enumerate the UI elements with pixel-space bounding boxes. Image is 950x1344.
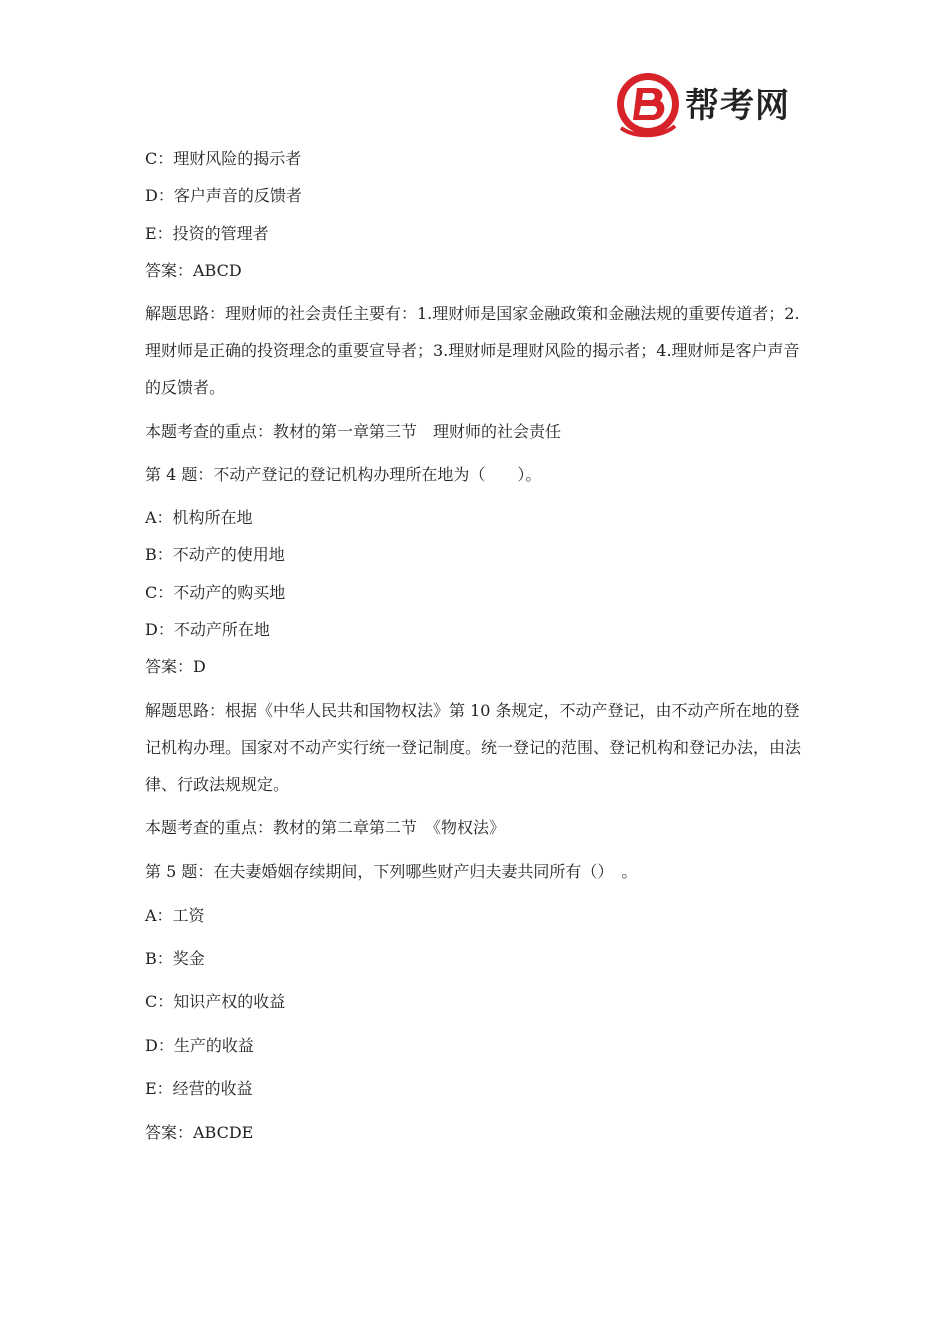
q3-option-c: C：理财风险的揭示者 (145, 149, 302, 168)
q4-answer: 答案：D (145, 657, 206, 676)
q4-option-c: C：不动产的购买地 (145, 583, 286, 602)
q4-focus: 本题考查的重点：教材的第二章第二节 《物权法》 (145, 818, 506, 837)
q5-option-a: A：工资 (145, 906, 205, 925)
q4-option-a: A：机构所在地 (145, 508, 253, 527)
q5-option-c: C：知识产权的收益 (145, 992, 286, 1011)
brand-logo (615, 68, 805, 140)
q5-option-e: E：经营的收益 (145, 1079, 253, 1098)
b-logo-icon (615, 68, 681, 140)
q3-option-e: E：投资的管理者 (145, 224, 269, 243)
brand-name: 帮考网 (685, 86, 790, 126)
q4-analysis: 解题思路：根据《中华人民共和国物权法》第 10 条规定，不动产登记，由不动产所在地的登记机构办理。国家对不动产实行统一登记制度。统一登记的范围、登记机构和登记办法，由法律、行政法规规定。 (145, 701, 802, 794)
q5-option-b: B：奖金 (145, 949, 205, 968)
q3-analysis: 解题思路：理财师的社会责任主要有：1.理财师是国家金融政策和金融法规的重要传道者；2.理财师是正确的投资理念的重要宣导者；3.理财师是理财风险的揭示者；4.理财师是客户声音的反馈者。 (145, 304, 800, 397)
q5-question: 第 5 题：在夫妻婚姻存续期间，下列哪些财产归夫妻共同所有（） 。 (145, 862, 638, 881)
q3-focus: 本题考查的重点：教材的第一章第三节 理财师的社会责任 (145, 422, 562, 441)
q3-answer: 答案：ABCD (145, 261, 242, 280)
q4-option-b: B：不动产的使用地 (145, 545, 285, 564)
q3-option-d: D：客户声音的反馈者 (145, 186, 302, 205)
q5-option-d: D：生产的收益 (145, 1036, 254, 1055)
q4-option-d: D：不动产所在地 (145, 620, 270, 639)
q4-question: 第 4 题：不动产登记的登记机构办理所在地为（ ）。 (145, 465, 542, 484)
q5-answer: 答案：ABCDE (145, 1123, 254, 1142)
